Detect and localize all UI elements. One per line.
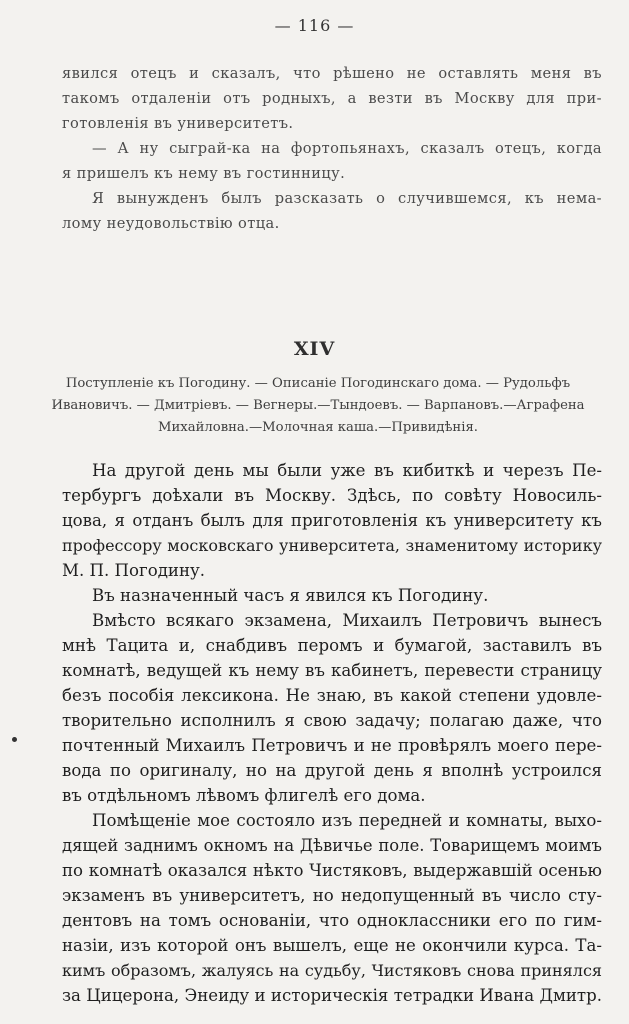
chapter-summary-line: Михайловна.—Молочная каша.—Привидѣнія. bbox=[158, 420, 478, 435]
text-line: Помѣщеніе мое состояло изъ передней и комнаты, выхо- bbox=[92, 811, 602, 830]
text-line: лому неудовольствію отца. bbox=[62, 215, 280, 232]
text-line: — А ну сыграй-ка на фортопьянахъ, сказалъ отецъ, когда bbox=[92, 140, 602, 157]
text-line: творительно исполнилъ я свою задачу; полагаю даже, что bbox=[62, 711, 602, 730]
text-line: по комнатѣ оказался нѣкто Чистяковъ, выдержавшій осенью bbox=[62, 861, 602, 880]
text-line: Въ назначенный часъ я явился къ Погодину. bbox=[92, 586, 489, 605]
text-line: мнѣ Тацита и, снабдивъ перомъ и бумагой, заставилъ въ bbox=[62, 636, 602, 655]
text-line: въ отдѣльномъ лѣвомъ флигелѣ его дома. bbox=[62, 786, 426, 805]
text-line: такомъ отдаленіи отъ родныхъ, а везти въ Москву для при- bbox=[62, 90, 602, 107]
text-line: дентовъ на томъ основаніи, что одноклассники его по гим- bbox=[62, 911, 602, 930]
text-line: На другой день мы были уже въ кибиткѣ и черезъ Пе- bbox=[92, 461, 602, 480]
text-line: профессору московскаго университета, знаменитому историку bbox=[62, 536, 602, 555]
page-number: — 116 — bbox=[274, 16, 355, 35]
text-line: комнатѣ, ведущей къ нему въ кабинетъ, перевести страницу bbox=[62, 661, 602, 680]
text-line: кимъ образомъ, жалуясь на судьбу, Чистяковъ снова принялся bbox=[62, 961, 602, 980]
chapter-summary-line: Поступленіе къ Погодину. — Описаніе Погодинскаго дома. — Рудольфъ bbox=[65, 376, 571, 391]
chapter-summary-line: Ивановичъ. — Дмитріевъ. — Вегнеры.—Тындоевъ. — Варпановъ.—Аграфена bbox=[51, 398, 585, 413]
text-line: почтенный Михаилъ Петровичъ и не провѣрялъ моего пере- bbox=[62, 736, 602, 755]
text-line: за Цицерона, Энеиду и историческія тетрадки Ивана Дмитр. bbox=[62, 986, 602, 1005]
text-line: безъ пособія лексикона. Не знаю, въ какой степени удовле- bbox=[62, 686, 602, 705]
text-line: Я вынужденъ былъ разсказать о случившемся, къ нема- bbox=[92, 190, 602, 207]
text-line: явился отецъ и сказалъ, что рѣшено не оставлять меня въ bbox=[62, 65, 602, 82]
text-line: я пришелъ къ нему въ гостинницу. bbox=[62, 165, 346, 182]
text-line: цова, я отданъ былъ для приготовленія къ университету къ bbox=[62, 511, 602, 530]
text-line: Вмѣсто всякаго экзамена, Михаилъ Петровичъ вынесъ bbox=[92, 611, 602, 630]
text-line: назіи, изъ которой онъ вышелъ, еще не окончили курса. Та- bbox=[62, 936, 602, 955]
text-line: М. П. Погодину. bbox=[62, 561, 206, 580]
text-line: готовленія въ университетъ. bbox=[62, 115, 294, 132]
text-line: экзаменъ въ университетъ, но недопущенный въ число сту- bbox=[62, 886, 602, 905]
chapter-number: XIV bbox=[293, 338, 336, 360]
margin-mark bbox=[12, 737, 17, 742]
text-line: вода по оригиналу, но на другой день я вполнѣ устроился bbox=[62, 761, 602, 780]
text-line: дящей заднимъ окномъ на Дѣвичье поле. Товарищемъ моимъ bbox=[62, 836, 602, 855]
text-line: тербургъ доѣхали въ Москву. Здѣсь, по совѣту Новосиль- bbox=[62, 486, 602, 505]
